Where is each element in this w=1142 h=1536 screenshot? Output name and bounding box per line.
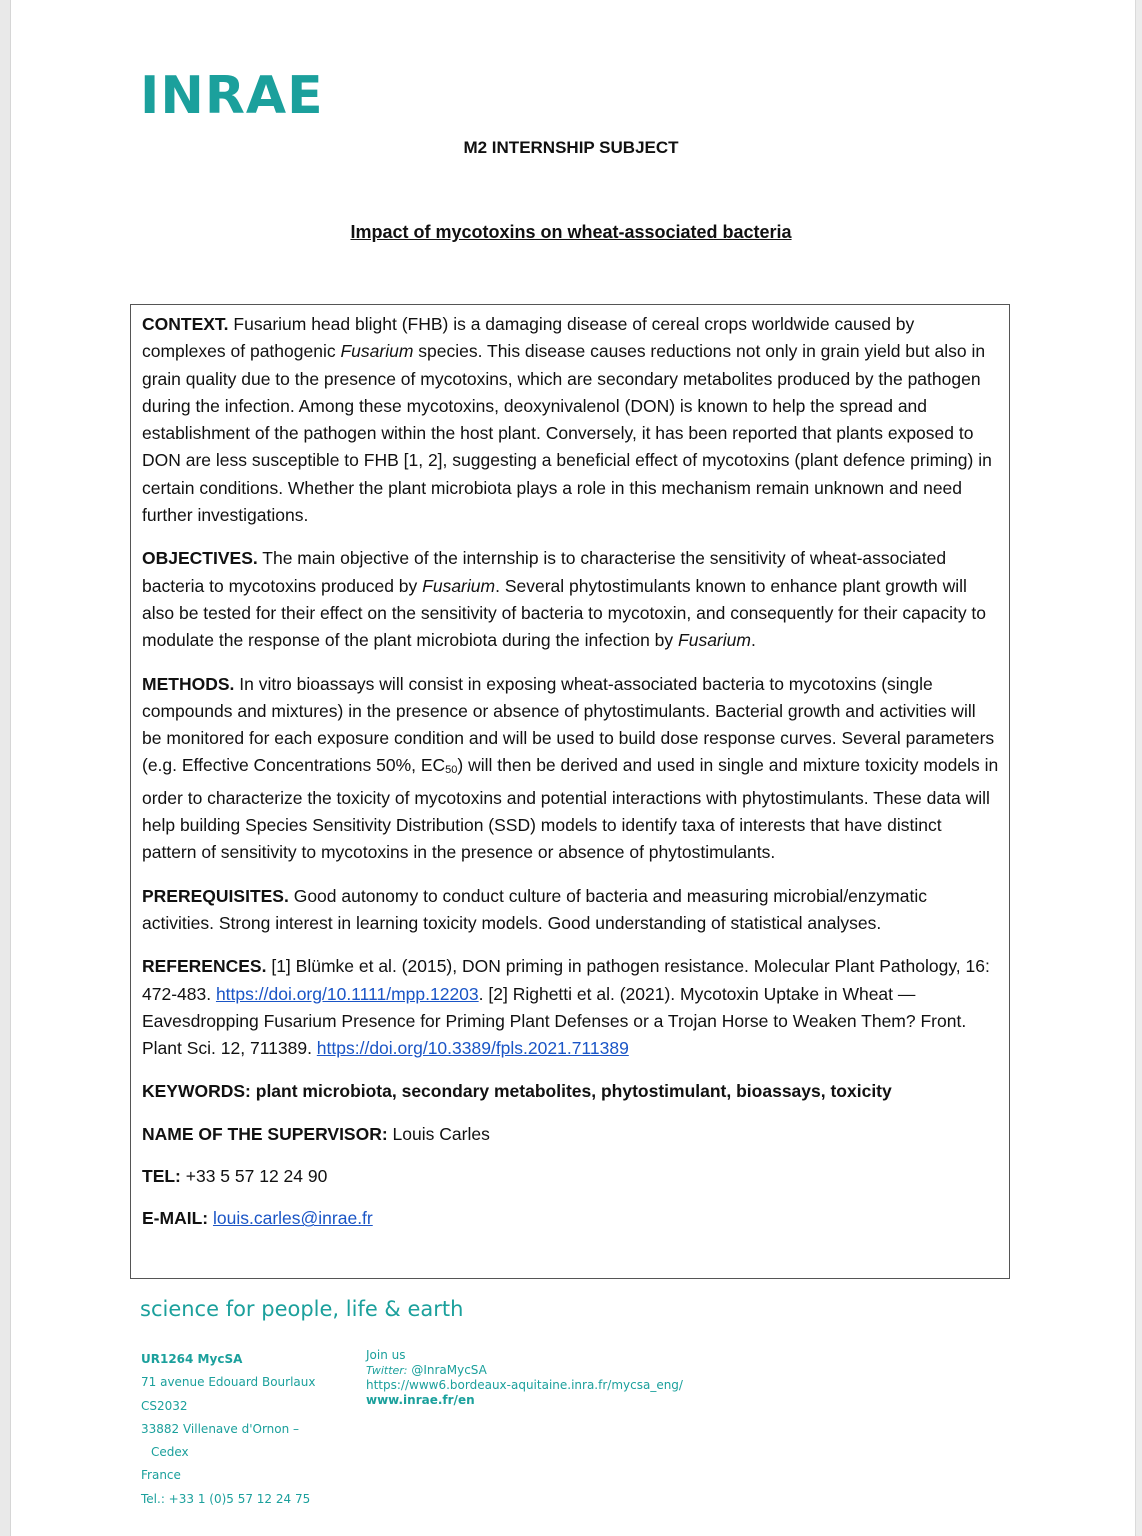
subject-box: [130, 304, 1010, 1279]
footer-address: [141, 1348, 316, 1511]
methods-text-1: In vitro bioassays will consist in exposing wheat-associated bacteria to mycotoxins (single compounds and mixtures) in the presence or absence of phytostimulants. Bacterial growth and activities will be monitored for each exposure condition and will be used to build dose response curves. Several parameters (e.g. Effective Concentrations 50%, EC: [142, 673, 995, 776]
email-label: E-MAIL:: [142, 1208, 209, 1229]
objectives-section: [142, 545, 999, 654]
tel-value: +33 5 57 12 24 90: [180, 1166, 328, 1187]
keywords-text: KEYWORDS: plant microbiota, secondary metabolites, phytostimulant, bioassays, toxicity: [142, 1081, 892, 1102]
address-city: 33882 Villenave d'Ornon –: [141, 1421, 300, 1436]
inrae-logo: INRAE: [140, 66, 324, 126]
prerequisites-label: PREREQUISITES.: [142, 885, 289, 906]
supervisor-section: [142, 1121, 999, 1148]
keywords-section: [142, 1078, 999, 1105]
methods-section: [142, 671, 999, 867]
objectives-label: OBJECTIVES.: [142, 548, 258, 569]
document-title: Impact of mycotoxins on wheat-associated bacteria: [350, 222, 792, 242]
supervisor-label: NAME OF THE SUPERVISOR:: [142, 1123, 388, 1144]
methods-text-2: ) will then be derived and used in single and mixture toxicity models in order to characterize the toxicity of mycotoxins and potential interactions with phytostimulants. These data will help building Species Sensitivity Distribution (SSD) models to identify taxa of interests that have distinct pattern of sensitivity to mycotoxins in the presence or absence of phytostimulants.: [142, 755, 999, 863]
email-link[interactable]: louis.carles@inrae.fr: [212, 1208, 373, 1229]
context-label: CONTEXT.: [142, 314, 229, 334]
address-country: France: [141, 1468, 181, 1483]
context-section: [142, 311, 999, 529]
methods-subscript: 50: [445, 764, 458, 777]
context-text-2: species. This disease causes reductions not only in grain yield but also in grain quality due to the presence of mycotoxins, which are secondary metabolites produced by the pathogen during the infection. Among these mycotoxins, deoxynivalenol (DON) is known to help the spread and establishment of the pathogen within the host plant. Conversely, it has been reported that plants exposed to DON are less susceptible to FHB [1, 2], suggesting a beneficial effect of mycotoxins (plant defence priming) in certain conditions. Whether the plant microbiota plays a role in this mechanism remain unknown and need further investigations.: [142, 341, 992, 526]
references-text-2: . [2] Righetti et al. (2021). Mycotoxin Uptake in Wheat — Eavesdropping Fusarium Presence for Priming Plant Defenses or a Trojan Horse to Weaken Them? Front. Plant Sci. 12, 711389.: [142, 983, 967, 1059]
tel-label: TEL:: [142, 1166, 181, 1187]
objectives-text-3: .: [750, 630, 756, 651]
prerequisites-section: [142, 883, 999, 938]
twitter-handle: @InraMycSA: [407, 1363, 487, 1377]
context-text-1: Fusarium head blight (FHB) is a damaging disease of cereal crops worldwide caused by complexes of pathogenic: [142, 314, 915, 362]
join-label: Join us: [366, 1348, 406, 1362]
methods-label: METHODS.: [142, 673, 235, 694]
inrae-website[interactable]: www.inrae.fr/en: [366, 1393, 475, 1407]
mycsa-url[interactable]: https://www6.bordeaux-aquitaine.inra.fr/mycsa_eng/: [366, 1378, 683, 1392]
document-type: M2 INTERNSHIP SUBJECT: [463, 138, 679, 157]
footer-tagline: science for people, life & earth: [140, 1297, 464, 1321]
reference-link-2[interactable]: https://doi.org/10.3389/fpls.2021.711389: [316, 1038, 629, 1059]
email-section: [142, 1205, 999, 1232]
footer-join: [366, 1348, 683, 1408]
context-italic: Fusarium: [340, 341, 414, 362]
objectives-text-1: The main objective of the internship is to characterise the sensitivity of wheat-associated bacteria to mycotoxins produced by: [142, 548, 947, 596]
reference-link-1[interactable]: https://doi.org/10.1111/mpp.12203: [215, 983, 479, 1004]
twitter-label: Twitter:: [366, 1364, 408, 1377]
address-street: 71 avenue Edouard Bourlaux: [141, 1375, 316, 1390]
address-org: UR1264 MycSA: [141, 1352, 243, 1366]
references-label: REFERENCES.: [142, 956, 267, 977]
twitter-line[interactable]: [366, 1363, 683, 1378]
tel-section: [142, 1163, 999, 1190]
references-section: [142, 953, 999, 1062]
objectives-italic-1: Fusarium: [422, 575, 496, 596]
address-tel: Tel.: +33 1 (0)5 57 12 24 75: [141, 1491, 311, 1506]
supervisor-name: Louis Carles: [387, 1123, 490, 1144]
prerequisites-text: Good autonomy to conduct culture of bacteria and measuring microbial/enzymatic activities. Strong interest in learning toxicity models. Good understanding of statistical analyses.: [142, 885, 927, 933]
address-cedex: Cedex: [151, 1445, 189, 1460]
references-text-1: [1] Blümke et al. (2015), DON priming in pathogen resistance. Molecular Plant Pathology, 16: 472-483.: [142, 956, 990, 1004]
address-cs: CS2032: [141, 1398, 188, 1413]
objectives-text-2: . Several phytostimulants known to enhance plant growth will also be tested for their effect on the sensitivity of bacteria to mycotoxin, and consequently for their capacity to modulate the response of the plant microbiota during the infection by: [142, 575, 987, 651]
objectives-italic-2: Fusarium: [678, 630, 751, 651]
